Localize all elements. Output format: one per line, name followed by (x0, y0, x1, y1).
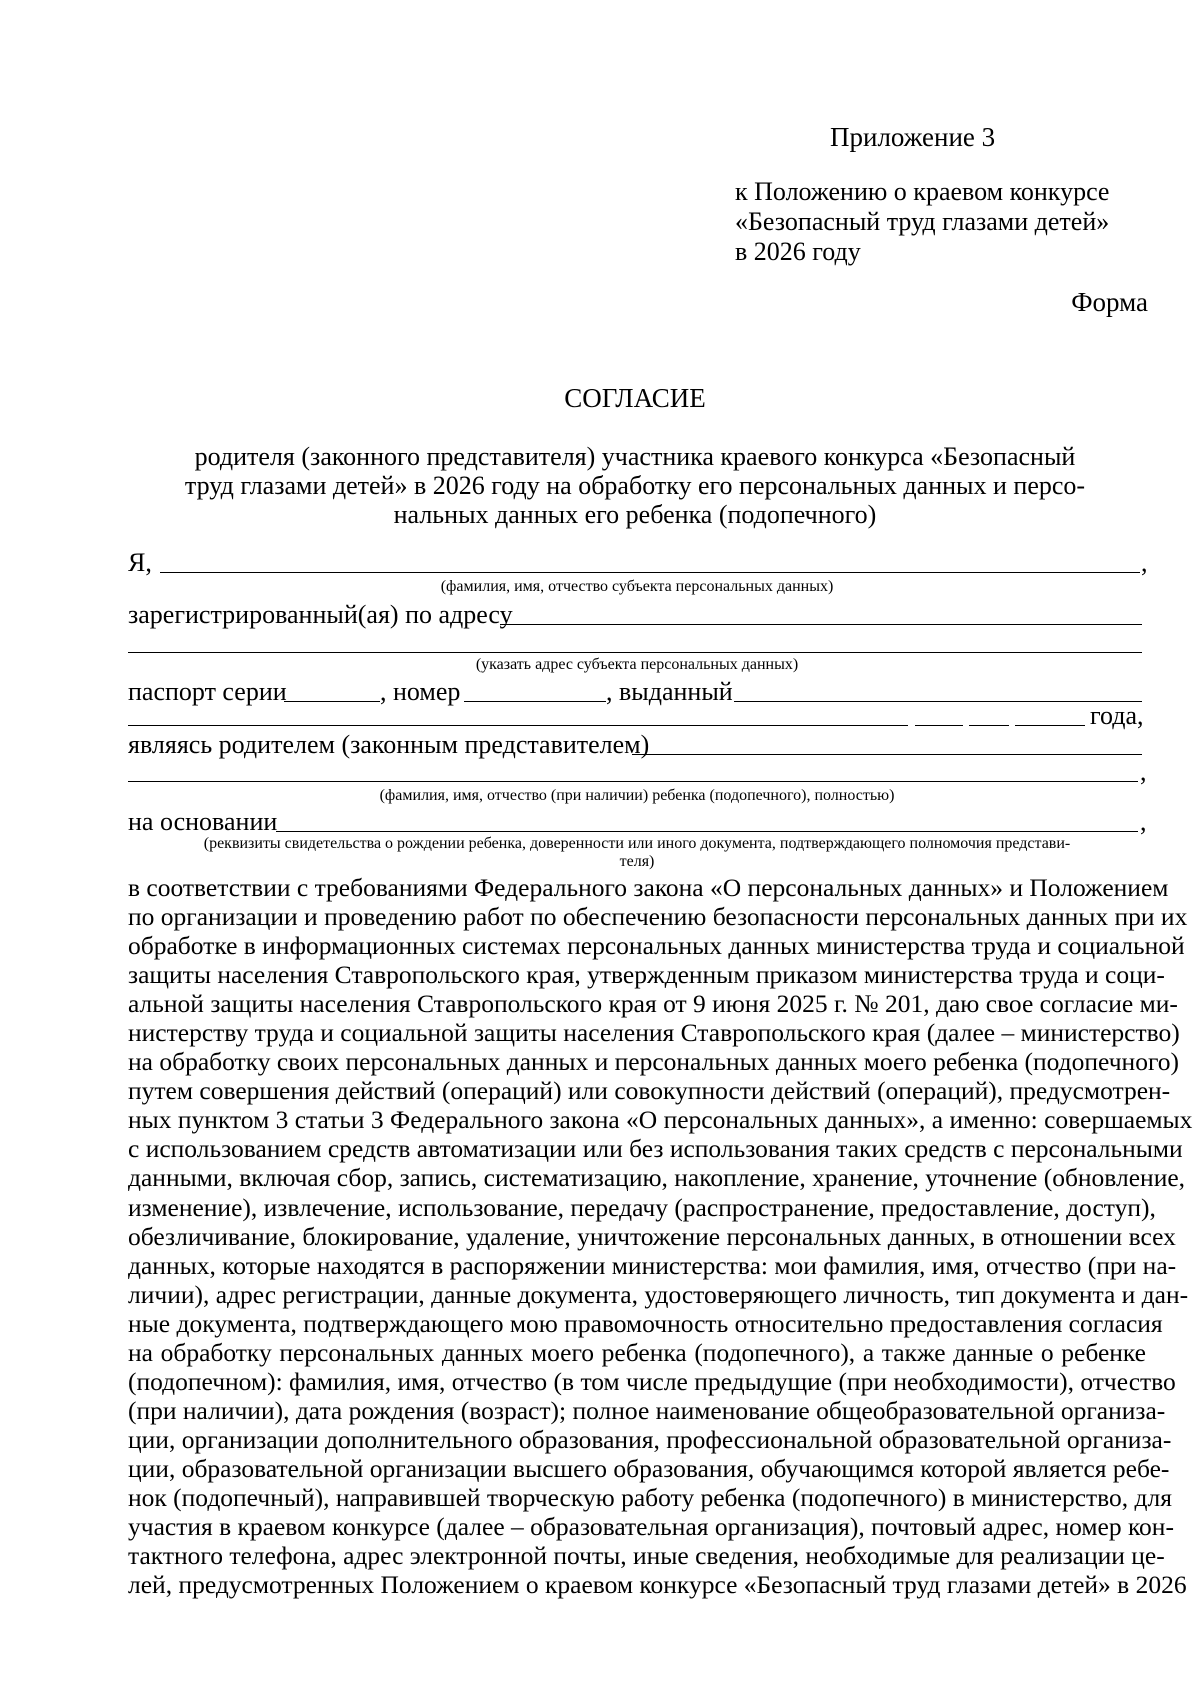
body-line: альной защиты населения Ставропольского края от 9 июня 2025 г. № 201, даю свое согласие ми- (128, 989, 1178, 1019)
child-name-caption: (фамилия, имя, отчество (при наличии) ребенка (подопечного), полностью) (379, 787, 895, 804)
body-line: тактного телефона, адрес электронной почты, иные сведения, необходимые для реализации це- (128, 1541, 1165, 1571)
body-line: обезличивание, блокирование, удаление, уничтожение персональных данных, в отношении всех (128, 1221, 1176, 1251)
child-name-field[interactable] (632, 754, 1142, 755)
comma: , (1140, 757, 1147, 786)
passport-issued-by-field[interactable] (734, 701, 1142, 702)
passport-series-field[interactable] (284, 701, 380, 702)
issue-year-field[interactable] (1015, 725, 1085, 726)
address-field-line-2[interactable] (128, 652, 1142, 653)
appendix-reference (735, 177, 1109, 267)
comma: , (1140, 807, 1147, 836)
basis-label: на основании (128, 807, 278, 836)
subtitle-line: труд глазами детей» в 2026 году на обработку его персональных данных и персо- (184, 471, 1086, 500)
appendix-ref-line: в 2026 году (735, 237, 861, 266)
body-line: ции, образовательной организации высшего образования, обучающимся которой является ребе- (128, 1453, 1170, 1483)
comma: , (1141, 548, 1148, 577)
body-line: по организации и проведению работ по обеспечению безопасности персональных данных при их (128, 902, 1188, 932)
document-title: СОГЛАСИЕ (564, 383, 706, 413)
consent-body-text (128, 873, 1193, 1600)
i-label: Я, (128, 548, 152, 577)
body-line: ные документа, подтверждающего мою правомочность относительно предоставления согласия (128, 1308, 1163, 1338)
subtitle-line: нальных данных его ребенка (подопечного) (393, 500, 877, 529)
subtitle-line: родителя (законного представителя) участника краевого конкурса «Безопасный (194, 442, 1076, 471)
body-line: ных пунктом 3 статьи 3 Федерального закона «О персональных данных», а именно: совершаемых (128, 1105, 1193, 1135)
appendix-ref-line: «Безопасный труд глазами детей» (735, 207, 1110, 236)
body-line: (при наличии), дата рождения (возраст); полное наименование общеобразовательной организа- (128, 1395, 1166, 1425)
address-field[interactable] (500, 624, 1142, 625)
body-line: ции, организации дополнительного образования, профессиональной образовательной организа- (128, 1424, 1172, 1454)
passport-number-label: , номер (380, 677, 461, 706)
basis-document-field[interactable] (276, 831, 1138, 832)
issue-month-field[interactable] (969, 725, 1009, 726)
passport-issued-label: , выданный (606, 677, 733, 706)
passport-issued-by-field-line-2[interactable] (128, 725, 908, 726)
child-name-field-line-2[interactable] (128, 781, 1138, 782)
form-label: Форма (1071, 287, 1148, 317)
body-line: данными, включая сбор, запись, систематизацию, накопление, хранение, уточнение (обновление, (128, 1163, 1186, 1193)
full-name-caption: (фамилия, имя, отчество субъекта персональных данных) (440, 578, 834, 595)
full-name-field[interactable] (160, 572, 1140, 573)
body-line: защиты населения Ставропольского края, утвержденным приказом министерства труда и соци- (128, 960, 1165, 990)
registered-label: зарегистрированный(ая) по адресу (128, 600, 513, 629)
body-line: обработке в информационных системах персональных данных министерства труда и социальной (128, 931, 1185, 961)
body-line: с использованием средств автоматизации или без использования таких средств с персональными (128, 1134, 1183, 1164)
body-line: в соответствии с требованиями Федерального закона «О персональных данных» и Положением (128, 873, 1169, 902)
passport-number-field[interactable] (464, 701, 606, 702)
body-line: на обработку персональных данных моего ребенка (подопечного), а также данные о ребенке (128, 1337, 1146, 1367)
appendix-ref-line: к Положению о краевом конкурсе (735, 177, 1110, 206)
body-line: нистерству труда и социальной защиты населения Ставропольского края (далее – министерство) (128, 1018, 1180, 1048)
basis-caption: (реквизиты свидетельства о рождении ребенка, доверенности или иного документа, подтверждающего полномочия представи- (203, 835, 1071, 852)
body-line: данных, которые находятся в распоряжении министерства: мои фамилия, имя, отчество (при на- (128, 1250, 1177, 1280)
passport-series-label: паспорт серии (128, 677, 287, 706)
body-line: личии), адрес регистрации, данные документа, удостоверяющего личность, тип документа и дан- (128, 1279, 1189, 1309)
body-line: на обработку своих персональных данных и персональных данных моего ребенка (подопечного) (128, 1047, 1180, 1077)
appendix-title: Приложение 3 (830, 122, 996, 152)
document-subtitle (135, 442, 1135, 529)
body-line: (подопечном): фамилия, имя, отчество (в том числе предыдущие (при необходимости), отчество (128, 1366, 1176, 1396)
body-line: лей, предусмотренных Положением о краевом конкурсе «Безопасный труд глазами детей» в 2026 (128, 1570, 1187, 1600)
issue-day-field[interactable] (915, 725, 963, 726)
address-caption: (указать адрес субъекта персональных данных) (475, 656, 799, 673)
body-line: путем совершения действий (операций) или совокупности действий (операций), предусмотрен- (128, 1076, 1171, 1106)
basis-caption-cont: теля) (619, 853, 655, 870)
year-label: года, (1090, 701, 1144, 730)
body-line: нок (подопечный), направившей творческую работу ребенка (подопечного) в министерство, для (128, 1482, 1172, 1512)
parent-label: являясь родителем (законным представителем) (128, 730, 650, 759)
body-line: изменение), извлечение, использование, передачу (распространение, предоставление, доступ), (128, 1192, 1156, 1222)
body-line: участия в краевом конкурсе (далее – образовательная организация), почтовый адрес, номер кон- (128, 1512, 1174, 1542)
